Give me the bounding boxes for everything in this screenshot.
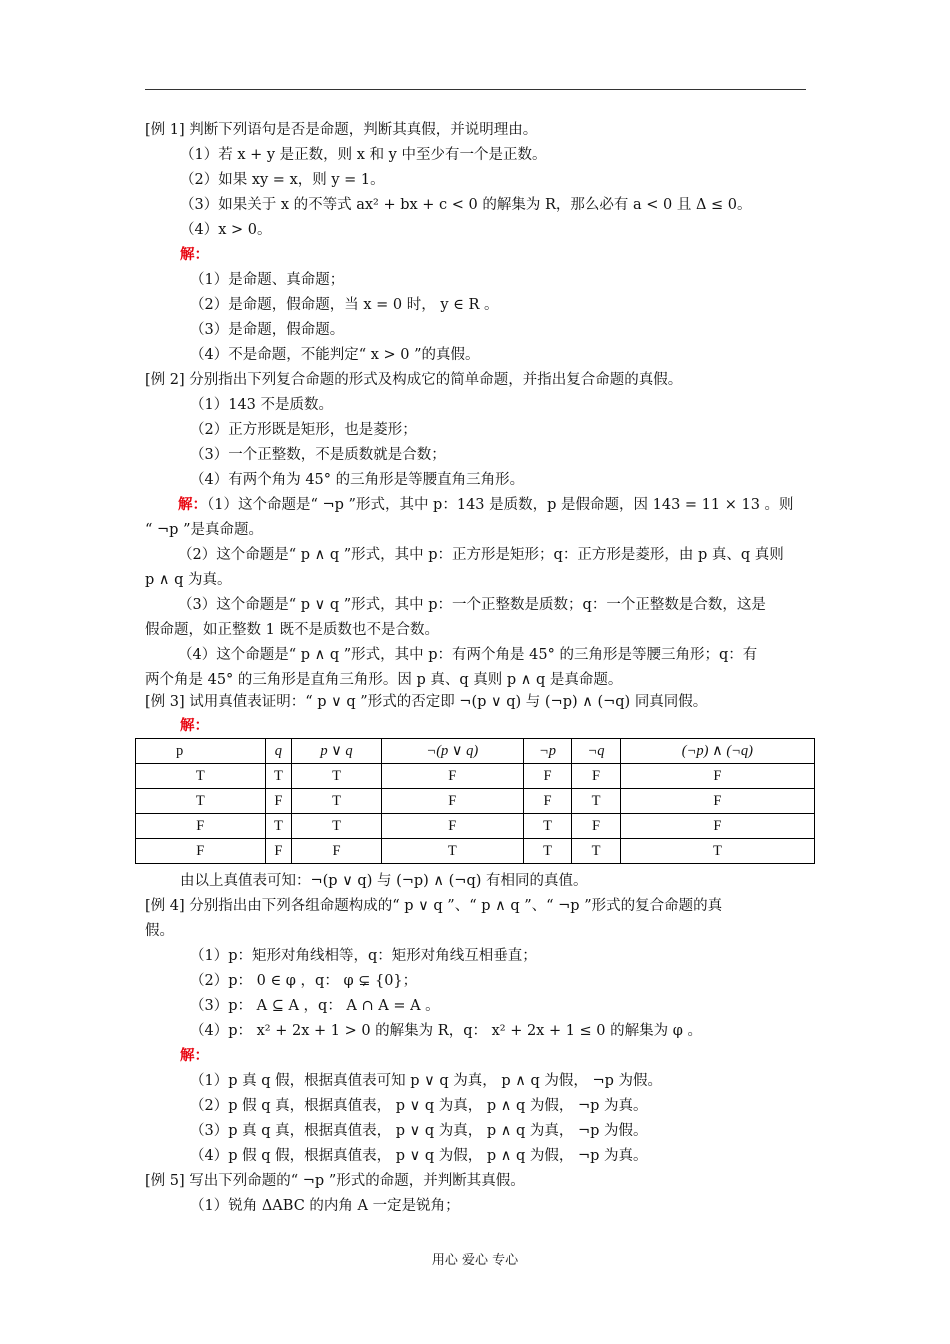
table-cell: F — [381, 764, 523, 789]
example-4-item-1: （1）p：矩形对角线相等，q：矩形对角线互相垂直； — [190, 948, 537, 964]
table-cell: F — [620, 814, 814, 839]
header-cell: p — [136, 739, 266, 764]
example-1-answer-3: （3）是命题，假命题。 — [190, 322, 345, 338]
table-cell: T — [265, 814, 291, 839]
example-1-title: [例 1] 判断下列语句是否是命题，判断其真假，并说明理由。 — [145, 122, 538, 138]
example-4-answer-2: （2）p 假 q 真，根据真值表， p ∨ q 为真， p ∧ q 为假， ¬p 为真。 — [190, 1098, 648, 1114]
truth-table-header-row — [136, 739, 815, 764]
example-1-item-4: （4）x > 0。 — [180, 222, 272, 238]
table-cell: T — [292, 764, 382, 789]
solution-label-3: 解： — [180, 717, 209, 734]
header-cell: q — [265, 739, 291, 764]
table-cell: F — [572, 764, 621, 789]
example-2-answer-1-line-a — [178, 495, 794, 515]
example-2-title: [例 2] 分别指出下列复合命题的形式及构成它的简单命题，并指出复合命题的真假。 — [145, 372, 683, 388]
table-cell: T — [136, 789, 266, 814]
example-3-title: [例 3] 试用真值表证明：“ p ∨ q ”形式的否定即 ¬(p ∨ q) 与 (¬p) ∧ (¬q) 同真同假。 — [145, 694, 708, 710]
table-cell: F — [136, 814, 266, 839]
table-cell: F — [523, 789, 572, 814]
table-cell: F — [523, 764, 572, 789]
table-cell: T — [523, 814, 572, 839]
solution-label-4: 解： — [180, 1047, 209, 1064]
table-cell: F — [381, 789, 523, 814]
truth-table-row — [136, 814, 815, 839]
example-3-conclusion: 由以上真值表可知：¬(p ∨ q) 与 (¬p) ∧ (¬q) 有相同的真值。 — [180, 873, 588, 889]
example-5-title: [例 5] 写出下列命题的“ ¬p ”形式的命题，并判断其真假。 — [145, 1173, 525, 1189]
example-4-item-2: （2）p： 0 ∈ φ ，q： φ ⊊ {0}； — [190, 973, 418, 989]
table-cell: F — [620, 789, 814, 814]
example-2-answer-4-line-a: （4）这个命题是“ p ∧ q ”形式，其中 p：有两个角是 45° 的三角形是等腰三角形；q：有 — [178, 647, 758, 663]
table-cell: F — [620, 764, 814, 789]
page-footer: 用心 爱心 专心 — [431, 1253, 519, 1268]
truth-table-row — [136, 789, 815, 814]
table-cell: T — [523, 839, 572, 864]
example-2-answer-2-line-a: （2）这个命题是“ p ∧ q ”形式，其中 p：正方形是矩形；q：正方形是菱形，由 p 真、q 真则 — [178, 547, 784, 563]
table-cell: T — [265, 764, 291, 789]
example-4-answer-1: （1）p 真 q 假，根据真值表可知 p ∨ q 为真， p ∧ q 为假， ¬p 为假。 — [190, 1073, 662, 1089]
example-4-title-line-a: [例 4] 分别指出由下列各组命题构成的“ p ∨ q ”、“ p ∧ q ”、“ ¬p ”形式的复合命题的真 — [145, 898, 723, 914]
example-2-item-4: （4）有两个角为 45° 的三角形是等腰直角三角形。 — [190, 472, 525, 488]
example-4-answer-4: （4）p 假 q 假，根据真值表， p ∨ q 为假， p ∧ q 为假， ¬p 为真。 — [190, 1148, 648, 1164]
header-cell: p ∨ q — [292, 739, 382, 764]
example-1-answer-4: （4）不是命题，不能判定“ x > 0 ”的真假。 — [190, 347, 480, 363]
example-2-answer-4-line-b: 两个角是 45° 的三角形是直角三角形。因 p 真、q 真则 p ∧ q 是真命题。 — [145, 672, 623, 688]
table-cell: F — [381, 814, 523, 839]
example-2-answer-1-line-b: “ ¬p ”是真命题。 — [145, 522, 263, 538]
truth-table-row — [136, 764, 815, 789]
example-2-answer-1-text: （1）这个命题是“ ¬p ”形式，其中 p：143 是质数，p 是假命题，因 143 = 11 × 13 。则 — [207, 497, 794, 513]
header-cell: ¬p — [523, 739, 572, 764]
example-1-item-3: （3）如果关于 x 的不等式 ax² + bx + c < 0 的解集为 R，那么必有 a < 0 且 Δ ≤ 0。 — [180, 197, 752, 213]
example-1-item-2: （2）如果 xy = x，则 y = 1。 — [180, 172, 385, 188]
header-rule — [145, 89, 806, 90]
table-cell: F — [292, 839, 382, 864]
example-4-item-3: （3）p： A ⊆ A ，q： A ∩ A = A 。 — [190, 998, 440, 1014]
example-1-answer-1: （1）是命题、真命题； — [190, 272, 345, 288]
example-1-item-1: （1）若 x + y 是正数，则 x 和 y 中至少有一个是正数。 — [180, 147, 547, 163]
example-2-answer-3-line-b: 假命题，如正整数 1 既不是质数也不是合数。 — [145, 622, 439, 638]
example-2-item-3: （3）一个正整数，不是质数就是合数； — [190, 447, 446, 463]
example-4-title-line-b: 假。 — [145, 923, 174, 939]
header-cell: ¬(p ∨ q) — [381, 739, 523, 764]
example-2-item-1: （1）143 不是质数。 — [190, 397, 334, 413]
truth-table-row — [136, 839, 815, 864]
header-cell: (¬p) ∧ (¬q) — [620, 739, 814, 764]
solution-label-1: 解： — [180, 246, 209, 263]
table-cell: T — [572, 839, 621, 864]
table-cell: T — [381, 839, 523, 864]
table-cell: T — [572, 789, 621, 814]
header-cell: ¬q — [572, 739, 621, 764]
table-cell: F — [265, 789, 291, 814]
table-cell: T — [620, 839, 814, 864]
table-cell: T — [292, 789, 382, 814]
example-2-answer-3-line-a: （3）这个命题是“ p ∨ q ”形式，其中 p：一个正整数是质数；q：一个正整数是合数，这是 — [178, 597, 766, 613]
table-cell: F — [136, 839, 266, 864]
example-2-item-2: （2）正方形既是矩形，也是菱形； — [190, 422, 417, 438]
example-2-answer-2-line-b: p ∧ q 为真。 — [145, 572, 232, 588]
solution-label-2: 解： — [178, 496, 207, 513]
truth-table — [135, 738, 815, 864]
table-cell: F — [265, 839, 291, 864]
table-cell: T — [136, 764, 266, 789]
example-5-item-1: （1）锐角 ΔABC 的内角 A 一定是锐角； — [190, 1198, 460, 1214]
example-4-answer-3: （3）p 真 q 真，根据真值表， p ∨ q 为真， p ∧ q 为真， ¬p 为假。 — [190, 1123, 648, 1139]
example-4-item-4: （4）p： x² + 2x + 1 > 0 的解集为 R，q： x² + 2x + 1 ≤ 0 的解集为 φ 。 — [190, 1023, 703, 1039]
table-cell: F — [572, 814, 621, 839]
table-cell: T — [292, 814, 382, 839]
example-1-answer-2: （2）是命题，假命题，当 x = 0 时， y ∈ R 。 — [190, 297, 499, 313]
